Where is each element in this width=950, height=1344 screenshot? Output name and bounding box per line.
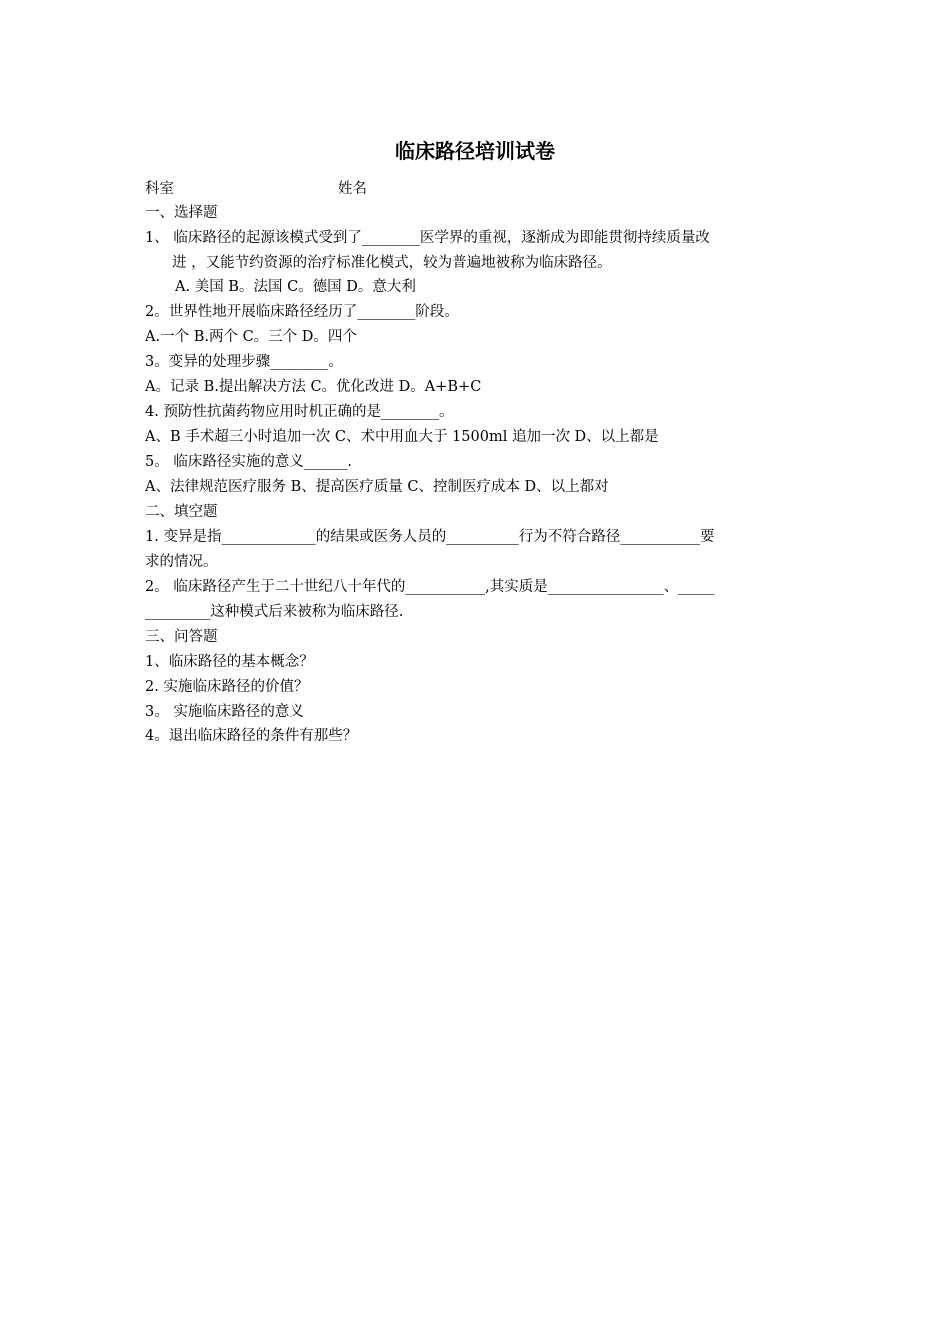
fill-q1-line1: 1. 变异是指_____________的结果或医务人员的__________行为不符合路径___________要 (145, 529, 715, 545)
section-heading-fill: 二、填空题 (145, 504, 218, 520)
choice-q2-options: A.一个 B.两个 C。三个 D。四个 (145, 329, 357, 345)
qa-q1: 1、临床路径的基本概念？ (145, 654, 314, 670)
qa-q2: 2. 实施临床路径的价值？ (145, 679, 309, 695)
fill-q2-line1: 2。 临床路径产生于二十世纪八十年代的___________,其实质是________________、_____ (145, 579, 715, 595)
choice-q1-options: A. 美国 B。法国 C。德国 D。意大利 (175, 279, 416, 295)
section-heading-choice: 一、选择题 (145, 205, 218, 221)
choice-q3-options: A。记录 B.提出解决方法 C。优化改进 D。A+B+C (145, 379, 482, 395)
name-label: 姓名 (338, 181, 367, 197)
fill-q2-line2: _________这种模式后来被称为临床路径. (145, 604, 404, 620)
qa-q3: 3。 实施临床路径的意义 (145, 704, 304, 720)
page-title: 临床路径培训试卷 (395, 139, 555, 163)
choice-q1-line1: 1、 临床路径的起源该模式受到了________医学界的重视，逐渐成为即能贯彻持续质量改 (145, 230, 710, 246)
fill-q1-line2: 求的情况。 (145, 554, 218, 570)
choice-q3: 3。变异的处理步骤________。 (145, 354, 343, 370)
dept-label: 科室 (145, 181, 174, 197)
choice-q1-line2: 进 ，又能节约资源的治疗标准化模式，较为普遍地被称为临床路径。 (172, 255, 612, 271)
choice-q4: 4. 预防性抗菌药物应用时机正确的是________。 (145, 404, 454, 420)
choice-q5: 5。 临床路径实施的意义______. (145, 454, 352, 470)
section-heading-qa: 三、问答题 (145, 629, 218, 645)
choice-q5-options: A、法律规范医疗服务 B、提高医疗质量 C、控制医疗成本 D、以上都对 (145, 479, 609, 495)
qa-q4: 4。退出临床路径的条件有那些？ (145, 728, 358, 744)
choice-q4-options: A、B 手术超三小时追加一次 C、术中用血大于 1500ml 追加一次 D、以上都是 (145, 429, 659, 445)
choice-q2: 2。世界性地开展临床路径经历了________阶段。 (145, 304, 459, 320)
